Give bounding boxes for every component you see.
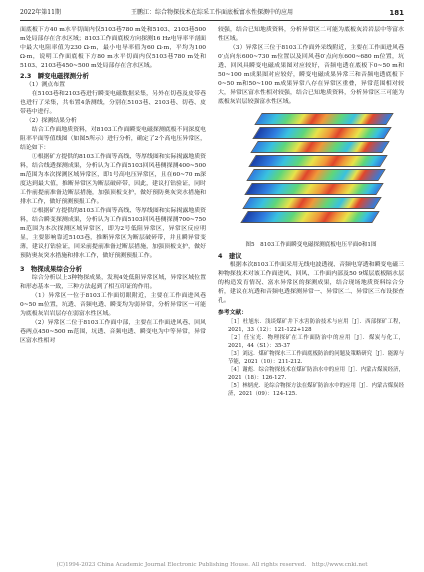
section-heading-2-3: 2.3 瞬变电磁探测分析 bbox=[20, 72, 89, 80]
page-header bbox=[20, 9, 404, 20]
reference-item: ［4］谢彪．综合物探技术在煤矿防治水中的应用［J］．内蒙古煤炭经济，2021（18）：126-127. bbox=[228, 367, 404, 381]
copyright-footer: (C)1994-2023 China Academic Journal Electronic Publishing House. All rights reserved. http://www.cnki.net bbox=[56, 562, 368, 568]
references-heading: 参考文献： bbox=[218, 310, 247, 316]
contour-strip bbox=[248, 155, 387, 167]
paragraph: 较强，结合已知地质资料，分析异常区二可能为底板灰岩岩层中等富水性区域。 bbox=[218, 27, 404, 42]
header-rule bbox=[20, 20, 404, 21]
contour-strip bbox=[246, 169, 385, 181]
figure-caption: 图5 8103工作面瞬变电磁探测底板电压平面0和1图 bbox=[245, 242, 377, 248]
right-column bbox=[218, 26, 404, 398]
running-title: 王鹏江：综合物探技术在综采工作面底板富水性探测中的应用 bbox=[130, 9, 293, 16]
section-heading-3: 3 物探成果综合分析 bbox=[20, 265, 82, 273]
reference-item: ［5］林炳虎．论综合物探方法在煤矿防治水中的应用［J］．内蒙古煤炭经济，2021（09）：124-125. bbox=[228, 383, 404, 397]
contour-strip bbox=[250, 141, 389, 153]
section-heading-4: 4 建议 bbox=[218, 252, 242, 260]
figure-5 bbox=[218, 109, 404, 249]
contour-strip bbox=[240, 211, 379, 223]
paragraph: 面底板下方40 m水平切面内仅5103巷780 m处和5103、2103巷500 m处局部存在含水区域；8103工作面底板方向探测16 Hz电导率平剖面中最大电阻率值为230 Ω·m，最小电导率值为60 Ω·m，平均为100 Ω·m，说明工作面底板下方80 m水平切面内仅5103巷780 m处和5103、2103巷450~500 m处局部存在含水区域。 bbox=[20, 27, 206, 69]
contour-strip bbox=[252, 127, 391, 139]
reference-item: ［1］杜旭东．浅谈煤矿井下水害防治技术与应用［J］．西部探矿工程，2021，33（12）：121-122+128 bbox=[228, 319, 404, 333]
paragraph: （3）异常区三位于8103工作面外采线附近，主要在工作面进风巷0′点向东600~730 m位置以及回风巷0′点向东600~680 m位置，坑透、回风具瞬变电磁成果图对应较好，音频电透在底板下0~50 m和50~100 m成果图对应较好，瞬变电磁成果异常三和音频电透底板下0~50 m和50~100 m成果异常八存在异常区重叠，异常范围相对较大，异常区富水性相对较强，结合已知地质资料，分析异常区三可能为底板灰岩层较强富水性区域。 bbox=[218, 45, 404, 105]
reference-item: ［2］任宝光．物理探矿在工作面防治中的应用［J］．煤炭与化工，2021，44（S1）：35-37 bbox=[228, 335, 404, 349]
contour-strip bbox=[242, 197, 381, 209]
page-number: 181 bbox=[389, 9, 404, 17]
reference-list bbox=[218, 318, 404, 398]
contour-strip bbox=[254, 113, 393, 125]
paragraph: ②根据矿方提供的8103工作面等高线、等厚线图和实际揭露地质资料，结合瞬变探测成果，分析认为工作面5103回风巷侧探测700~750 m范围为本次探测区域异常区，即为2号低阻异常区，异常区反应明显，主要影响靠近5103巷，推断异常区为断层破碎带，并且瞬异常变薄，建议打钻验证，回采前提前准备过断层措施，加强顶板支护，做好预防奥灰突水措施和排水工作，做好预测预报工作。 bbox=[20, 208, 206, 259]
paragraph: （2）异常区二位于8103工作面中部，主要在工作面进风巷、回风巷两点450~500 m范围，坑透、音频电透、瞬变电为中等异常，异常区富水性相对 bbox=[20, 320, 206, 344]
reference-item: ［3］刘远．煤矿物探水三工作面底板防治的问题及策略研究［J］．能源与节能，2021（10）：211-212. bbox=[228, 351, 404, 365]
journal-issue: 2022年第11期 bbox=[20, 9, 61, 16]
paragraph: ①根据矿方提供的8103工作面等高线、等厚线图和实际揭露地质资料，结合线透探测成果，分析认为工作面5103回风巷侧探测400~500 m范围为本次探测区域异常区，即1号高电压异常区，且在60~70 m深度达到最大值，推断异常区为断层破碎带，因此，建议打钻验证，同时工作前提前准备边断层措施，加强顶板支护，做好预防奥灰突水措施和排水工作，做好预测预报工作。 bbox=[20, 154, 206, 205]
paragraph: 综合分析以上3种物探成果，发现4处低阻异常区域，异常区域位置和形态基本一致，三种方法起到了相互印证的作用。 bbox=[20, 275, 206, 290]
paragraph: 结合工作面地质资料，对8103工作面瞬变电磁探测底板不同深度电阻率平面等值线图（如图5所示）进行分析，确定了2个高电压异常区，结论如下： bbox=[20, 127, 206, 151]
left-column bbox=[20, 26, 206, 346]
contour-strip bbox=[244, 183, 383, 195]
subheading: （1）测点布置 bbox=[25, 82, 65, 88]
paragraph: 在5103巷和2103巷进行瞬变电磁数据采集，另外在切巷及皮带巷也进行了采集，共布置4条测线，分别在5103巷、2103巷、切巷、皮带巷中进行。 bbox=[20, 91, 206, 115]
subheading: （2）探测结果分析 bbox=[25, 118, 77, 124]
paragraph: 根据本次8103工作面采用无线电波透视、音频电穿透和瞬变电磁三种物探技术对该工作面进风、回风、工作面内部及50 9煤层底板隔水层的构造发育情况、富水异常区的探测成果，结合现场地质资料综合分析，建议在坑透和音频电透探测异常一、异常区二、异常区三布设探查孔。 bbox=[218, 262, 404, 304]
paragraph: （1）异常区一位于8103工作面切眼附近，主要在工作面进风巷0~50 m位置，坑透、音频电透、瞬变均为弱异常，分析异常区一可能为底板灰岩岩层存在弱富水性区域。 bbox=[20, 293, 206, 317]
